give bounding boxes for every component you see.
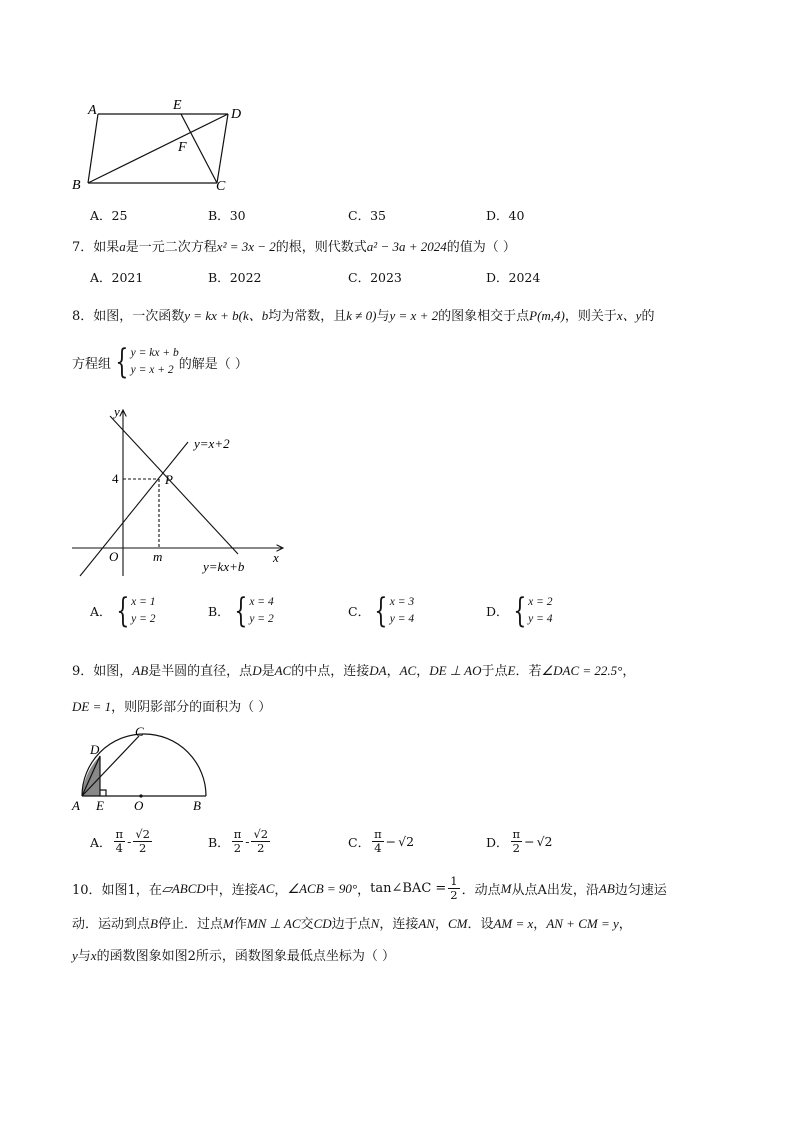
label-B: B xyxy=(193,798,201,813)
q8-option-c[interactable]: C． { x = 3 y = 4 xyxy=(348,591,415,631)
q7-option-a[interactable]: A．2021 xyxy=(90,270,144,285)
q10-stem-line1: 10．如图1，在 ▱ABCD 中，连接 AC ， ∠ACB = 90° ， tan∠BAC = $\frac{1}{2}$ ．动点 M 从点A出发，沿 AB 边匀速运 xyxy=(72,874,667,902)
q9-option-a[interactable]: A． $\frac{\pi}{4}$ - $\frac{√2}{2}$ xyxy=(90,827,150,855)
p-label: P xyxy=(165,472,173,487)
q8-option-b[interactable]: B． { x = 4 y = 2 xyxy=(208,591,274,631)
q7-option-b[interactable]: B．2022 xyxy=(208,270,262,285)
label-C: C xyxy=(216,179,226,194)
label-C: C xyxy=(135,724,144,739)
q9-option-d[interactable]: D． $\frac{\pi}{2}$ − √2 xyxy=(486,827,553,855)
q8-graph xyxy=(68,400,298,580)
four-label: 4 xyxy=(112,471,119,486)
origin-label: O xyxy=(109,549,119,564)
label-O: O xyxy=(134,798,144,813)
label-A: A xyxy=(72,798,80,813)
line-ykxb-label: y=kx+b xyxy=(203,559,245,574)
q6-option-d[interactable]: D．40 xyxy=(486,208,525,223)
q8-equation-system: { y = kx + b y = x + 2 xyxy=(115,342,179,382)
q9-stem-line1: 9．如图，AB是半圆的直径，点D是AC的中点，连接DA，AC，DE ⊥ AO于点E．若∠DAC = 22.5°， xyxy=(72,663,636,679)
label-E: E xyxy=(173,98,182,113)
q7-stem: 7．如果a是一元二次方程x² = 3x − 2的根，则代数式a² − 3a + 2024的值为（ ） xyxy=(72,239,516,255)
q6-option-a[interactable]: A．25 xyxy=(90,208,128,223)
q9-stem-line2: DE = 1，则阴影部分的面积为（ ） xyxy=(72,699,272,715)
label-B: B xyxy=(72,178,81,193)
q10-stem-line3: y与x的函数图象如图2所示，函数图象最低点坐标为（ ） xyxy=(72,948,395,964)
label-E: E xyxy=(96,798,104,813)
y-axis-label: y xyxy=(114,404,120,419)
label-A: A xyxy=(88,103,97,118)
q9-option-b[interactable]: B． $\frac{\pi}{2}$ - $\frac{√2}{2}$ xyxy=(208,827,269,855)
line-yx2-label: y=x+2 xyxy=(194,436,230,451)
q9-option-c[interactable]: C． $\frac{\pi}{4}$ − √2 xyxy=(348,827,415,855)
label-F: F xyxy=(178,140,187,155)
q9-semicircle-figure xyxy=(68,724,218,814)
q6-option-c[interactable]: C．35 xyxy=(348,208,386,223)
parallelogram-figure xyxy=(60,92,260,197)
label-D: D xyxy=(90,742,100,757)
q8-option-a[interactable]: A． { x = 1 y = 2 xyxy=(90,591,156,631)
q8-stem-line2: 方程组 { y = kx + b y = x + 2 的解是（ ） xyxy=(72,342,248,382)
x-axis-label: x xyxy=(273,550,279,565)
q10-stem-line2: 动．运动到点B停止．过点M作MN ⊥ AC交CD边于点N，连接AN，CM．设AM = x，AN + CM = y， xyxy=(72,916,632,932)
m-label: m xyxy=(153,549,163,564)
q7-option-c[interactable]: C．2023 xyxy=(348,270,402,285)
q6-option-b[interactable]: B．30 xyxy=(208,208,246,223)
q8-option-d[interactable]: D． { x = 2 y = 4 xyxy=(486,591,553,631)
label-D: D xyxy=(231,107,242,122)
q8-stem-line1: 8．如图，一次函数y = kx + b(k、b均为常数，且k ≠ 0)与y = x + 2的图象相交于点P(m,4)，则关于x、y的 xyxy=(72,308,655,324)
q7-option-d[interactable]: D．2024 xyxy=(486,270,541,285)
